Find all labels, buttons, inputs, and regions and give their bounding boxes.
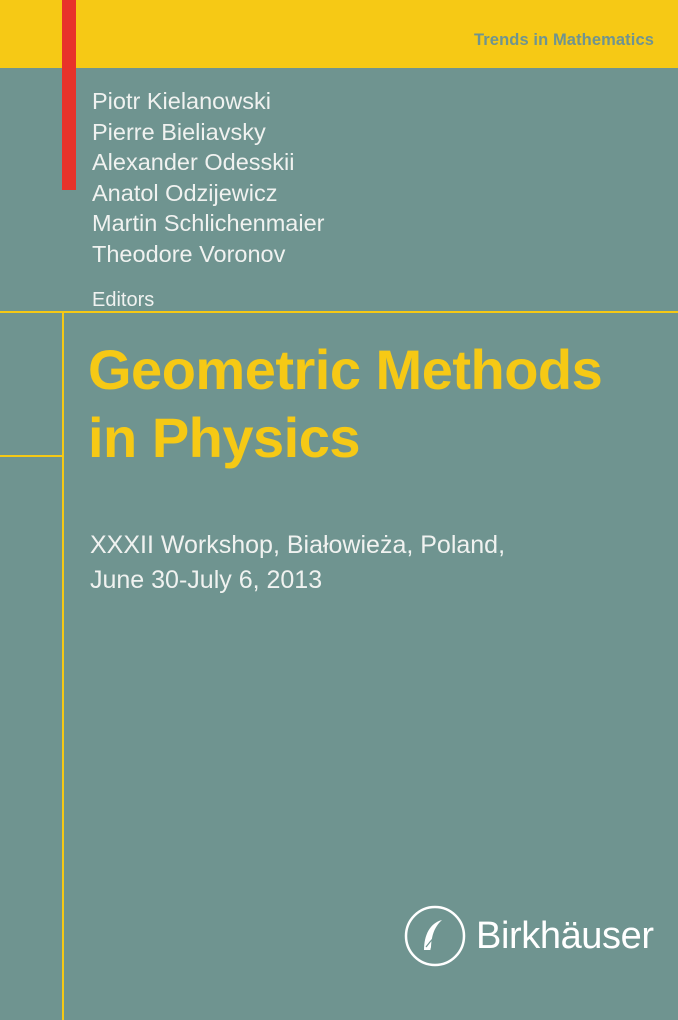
- book-subtitle-line-1: XXXII Workshop, Białowieża, Poland,: [90, 531, 506, 559]
- book-title-line-2: in Physics: [88, 406, 361, 469]
- editor-name: Theodore Voronov: [92, 240, 286, 267]
- publisher-name: Birkhäuser: [476, 915, 654, 957]
- editor-name: Anatol Odzijewicz: [92, 179, 278, 206]
- book-subtitle-line-2: June 30-July 6, 2013: [90, 566, 323, 594]
- birkhauser-logo-icon: [404, 905, 466, 967]
- series-label: Trends in Mathematics: [474, 31, 654, 49]
- publisher-block: [404, 905, 654, 967]
- editor-name: Pierre Bieliavsky: [92, 118, 266, 145]
- book-title-line-1: Geometric Methods: [88, 338, 603, 401]
- book-subtitle: [90, 528, 650, 598]
- editor-name: Martin Schlichenmaier: [92, 210, 325, 236]
- editor-name: Piotr Kielanowski: [92, 88, 271, 114]
- red-accent-bar: [62, 0, 76, 190]
- vertical-rule: [62, 311, 64, 1020]
- book-title: [88, 336, 648, 472]
- editors-role-label: Editors: [92, 289, 155, 311]
- editor-name: Alexander Odesskii: [92, 149, 295, 175]
- editors-list: [92, 86, 632, 315]
- horizontal-rule-middle: [0, 455, 62, 457]
